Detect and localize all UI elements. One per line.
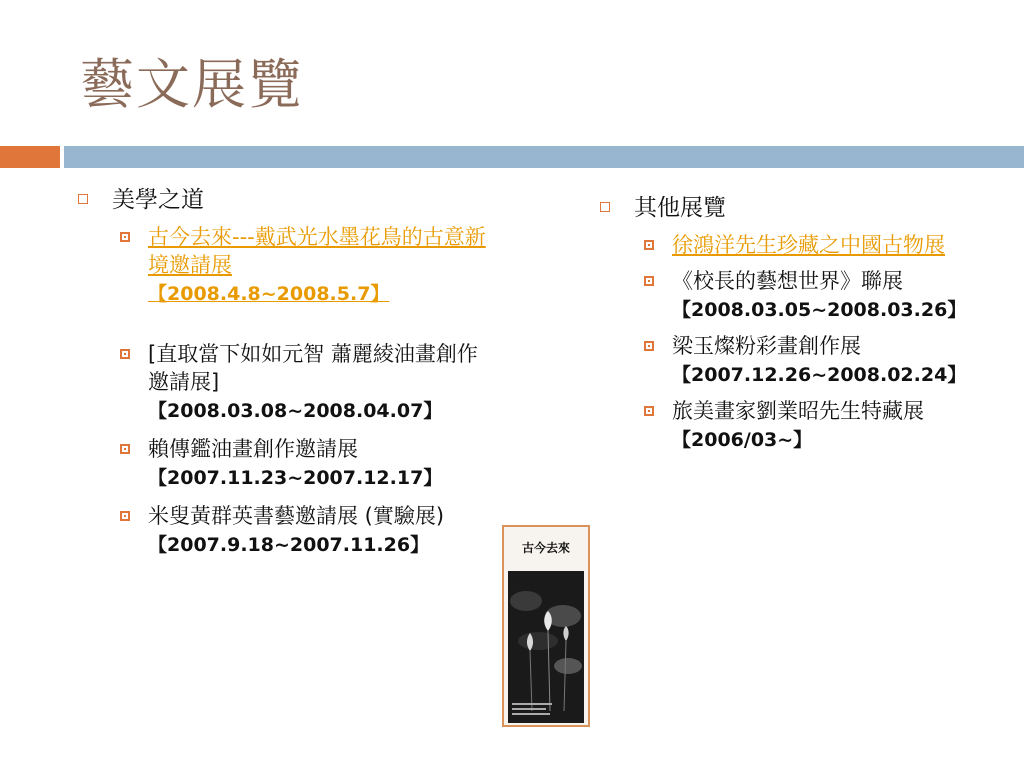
section-heading-other <box>600 193 1020 223</box>
list-item <box>600 397 1020 454</box>
bullet-square-icon <box>644 406 654 416</box>
bullet-box-icon <box>600 202 610 212</box>
section-heading-aesthetics <box>78 185 498 215</box>
header-band <box>64 146 1024 168</box>
exhibition-name: 《校長的藝想世界》聯展 <box>672 269 903 293</box>
exhibition-date: 【2008.03.08~2008.04.07】 <box>148 400 443 422</box>
exhibition-date: 【2007.12.26~2008.02.24】 <box>672 364 967 386</box>
exhibition-link-date[interactable]: 【2008.4.8~2008.5.7】 <box>148 283 390 305</box>
exhibition-date: 【2007.11.23~2007.12.17】 <box>148 467 443 489</box>
spacer <box>148 308 498 330</box>
poster-title: 古今去來 <box>521 541 570 555</box>
other-exhibitions-list <box>600 231 1020 454</box>
right-column <box>600 193 1020 462</box>
left-column <box>78 185 498 569</box>
slide-title: 藝文展覽 <box>80 53 304 116</box>
lotus-ink-painting-image <box>508 571 584 723</box>
list-item <box>78 502 498 559</box>
list-item <box>78 340 498 425</box>
bullet-square-icon <box>120 444 130 454</box>
exhibition-date: 【2007.9.18~2007.11.26】 <box>148 534 430 556</box>
exhibition-name: 賴傳鑑油畫創作邀請展 <box>148 437 358 461</box>
bullet-square-icon <box>644 341 654 351</box>
heading-text: 美學之道 <box>112 187 204 213</box>
exhibition-date: 【2006/03~】 <box>672 429 813 451</box>
exhibition-link[interactable]: 古今去來---戴武光水墨花鳥的古意新境邀請展 <box>148 225 486 277</box>
bullet-square-icon <box>120 511 130 521</box>
exhibition-date: 【2008.03.05~2008.03.26】 <box>672 299 967 321</box>
exhibition-link[interactable]: 徐鴻洋先生珍藏之中國古物展 <box>672 233 945 257</box>
exhibition-name: 米叟黃群英書藝邀請展 (實驗展) <box>148 504 445 528</box>
list-item <box>600 267 1020 324</box>
bullet-square-icon <box>644 240 654 250</box>
list-item <box>78 435 498 492</box>
heading-text: 其他展覽 <box>634 195 726 221</box>
list-item <box>600 231 1020 259</box>
exhibition-name: 旅美畫家劉業昭先生特藏展 <box>672 399 924 423</box>
exhibition-name: 梁玉燦粉彩畫創作展 <box>672 334 861 358</box>
exhibition-name: [直取當下如如元智 蕭麗綾油畫創作邀請展] <box>148 342 478 394</box>
list-item <box>600 332 1020 389</box>
list-item <box>78 223 498 330</box>
exhibition-poster <box>502 525 590 727</box>
bullet-box-icon <box>78 194 88 204</box>
aesthetics-list <box>78 223 498 559</box>
bullet-square-icon <box>120 232 130 242</box>
bullet-square-icon <box>644 276 654 286</box>
accent-band <box>0 146 60 168</box>
bullet-square-icon <box>120 349 130 359</box>
